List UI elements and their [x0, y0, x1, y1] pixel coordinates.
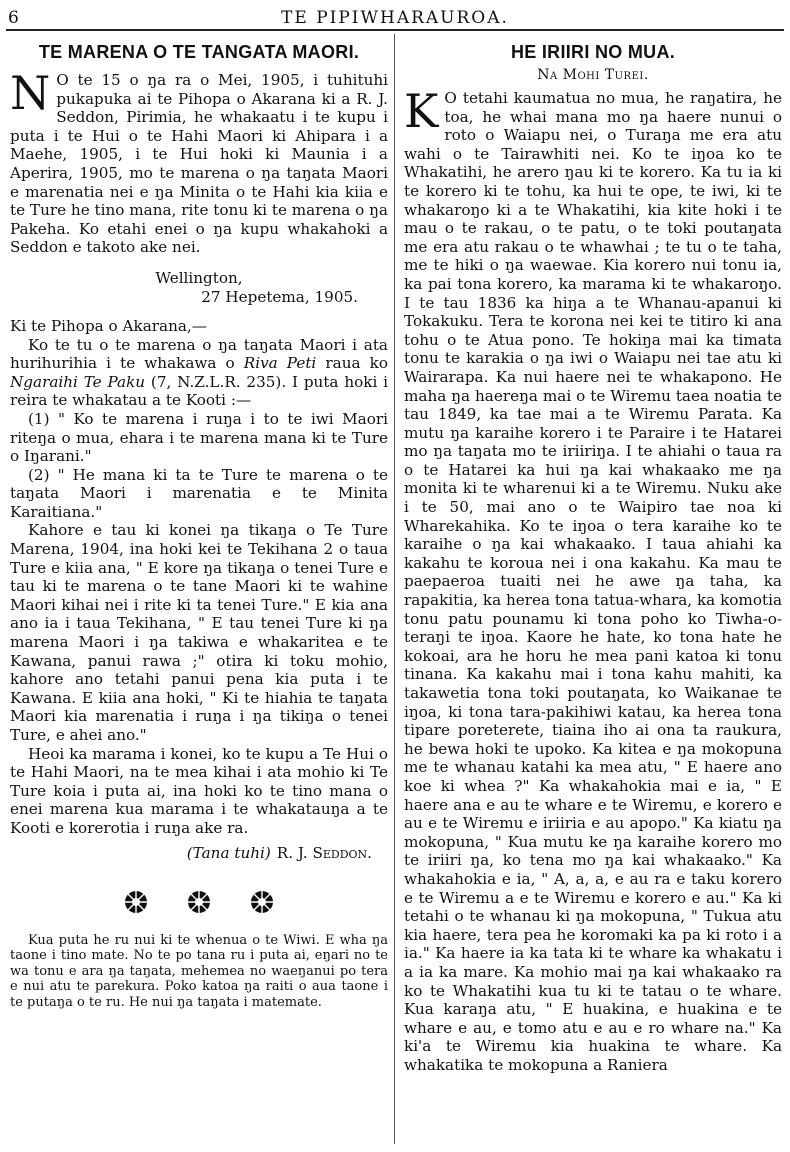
- letter-date: 27 Hepetema, 1905.: [201, 287, 358, 306]
- flower-ornament-icon: [249, 889, 275, 915]
- drop-cap: K: [404, 84, 439, 138]
- letter-paragraph: Kahore e tau ki konei ŋa tikaŋa o Te Ture Marena, 1904, ina hoki kei te Tekihana 2 o taua Ture e kiia ana, " E kore ŋa tikaŋa o tenei Ture e tau ki te marena o te tane Maori ki te wahine Maori kihai nei i rite ki ta tenei Ture." E kia ana ano ia i taua Tekihana, " E tau tenei Ture ki ŋa marena Maori i ŋa takiwa e whakaritea e te Kawana, panui rawa ;" otira ki toku mohio, kahore ano tetahi panui pena kia puta i te Kawana. E kiia ana hoki, " Ki te hiahia te taŋata Maori kia marenatia i ruŋa i ŋa tikiŋa o tenei Ture, e ahei ano.": [10, 521, 388, 744]
- page-number: 6: [8, 8, 19, 28]
- left-column: [10, 36, 388, 1146]
- flower-ornament-icon: [123, 889, 149, 915]
- letter-paragraph: Heoi ka marama i konei, ko te kupu a Te Hui o te Hahi Maori, na te mea kihai i ata mohio ki Te Ture koia i puta ai, ina hoki ko te tino mana o enei marena kua marama i te whakatauŋa a te Kooti e korerotia i ruŋa ake ra.: [10, 744, 388, 837]
- running-title: TE PIPIWHARAUROA.: [281, 8, 509, 28]
- drop-cap: N: [10, 66, 51, 120]
- ornament-row: [10, 889, 388, 915]
- article-intro: N O te 15 o ŋa ra o Mei, 1905, i tuhituhi pukapuka ai te Pihopa o Akarana ki a R. J. Seddon, Pirimia, he whakaatu i te kupu i puta i te Hui o te Hahi Maori ki Ahipara i a Maehe, 1905, i te Hui hoki ki Maunia i a Aperira, 1905, mo te marena o ŋa taŋata Maori e marenatia nei e ŋa Minita o te Hahi kia kiia e te Ture he tino mana, rite tonu ki te marena o ŋa Pakeha. Ko etahi enei o ŋa kupu whakahoki a Seddon e takoto ake nei.: [10, 66, 388, 257]
- ruling-item-2: (2) " He mana ki ta te Ture te marena o te taŋata Maori i marenatia e te Minita Karaitiana.": [10, 465, 388, 521]
- letter-paragraph: Ko te tu o te marena o ŋa taŋata Maori i ata hurihurihia i te whakawa o Riva Peti raua ko Ngaraihi Te Paku (7, N.Z.L.R. 235). I puta hoki i reira te whakatau a te Kooti :—: [10, 335, 388, 410]
- letter-salutation: Ki te Pihopa o Akarana,—: [10, 316, 207, 335]
- article-byline: Na Mohi Turei.: [537, 67, 649, 83]
- letter-place: Wellington,: [155, 268, 243, 287]
- flower-ornament-icon: [186, 889, 212, 915]
- ruling-item-1: (1) " Ko te marena i ruŋa i to te iwi Maori riteŋa o mua, ehara i te marena mana ki te Ture o Iŋarani.": [10, 409, 388, 466]
- article-body: K O tetahi kaumatua no mua, he raŋatira, he toa, he whai mana mo ŋa haere nunui o roto o Waiapu nei, o Turaŋa me era atu wahi o te Tairawhiti nei. Ko te iŋoa ko te Whakatihi, he arero ŋau ki te korero. Ka tu ia ki te korero ki te tohu, ka hui te ope, te iwi, ki te whakaroŋo ki a te Whakatihi, kia kite hoki i te mau o te rakau, o te patu, o te toki poutaŋata me era atu rakau o te whawhai ; te tu o te taha, me te hiki o ŋa waewae. Kia korero nui tonu ia, ka pai tona korero, ka marama ki te whakaroŋo. I te tau 1836 ka hiŋa a te Whanau-apanui ki Tokakuku. Tera te korona nei kei te titiro ki ana tohu o te Atua pono. Te hokiŋa mai ka timata tonu te karakia o ŋa iwi o Waiapu nei tae atu ki Wairarapa. Ka nui haere nei te whakapono. He maha ŋa haereŋa mai o te Wiremu taea noatia te tau 1849, ka tae mai a te Wiremu Parata. Ka mutu ŋa karaihe korero i te Paraire i te Hatarei mo ŋa taŋata mo te iriiriŋa. I te ahiahi o taua ra o te Hatarei ka hui ŋa kai whakaako me ŋa monita ki te wharenui ki a te Wiremu. Nuku ake i te 50, mai ano o te Waipiro tae noa ki Wharekahika. Ko te iŋoa o tera karaihe ko te karaihe o ŋa kai whakaako. I taua ahiahi ka kakahu te koroua nei i ona kakahu. Ka mau te paepaeroa tuaiti nei he awe ŋa taha, ka rapakitia, ka herea tona tatua-whara, ka komotia tonu patu pounamu ki tona poho ko Tiwha-o-teraŋi te iŋoa. Kaore he hate, ko tona hate he kokoai, ara he horu he mea pani katoa ki tonu tinana. Ka kakahu mai i tona kahu mahiti, ka takawetia tona toki poutaŋata, ko Waikanae te iŋoa, ki tona tara-pakihiwi katau, ka herea tona tipare poreterete, tiaina iho ai ona ta raukura, he bewa hoki te upoko. Ka kitea e ŋa mokopuna me te whanau katahi ka mea atu, " E haere ano koe ki whea ?" Ka whakahokia mai e ia, " E haere ana e au te whare e te Wiremu, e korero e au e te Wiremu e iriiria e au apopo." Ka kiatu ŋa mokopuna, " Kua mutu ke ŋa karaihe korero mo te iriiri ŋa, ko tena mo ŋa kai whakaako." Ka whakahokia e ia, " A, a, a, e au ra e taku korero e te Wiremu a e te Wiremu e korero e au." Ka ki tetahi o te whanau ki ŋa mokopuna, " Tukua atu kia haere, tera pea he koromaki ka pa ki roto i a ia." Ka haere ia ka tata ki te whare ka whakatu i a ia ka mare. Ka mohio mai ŋa kai whakaako ra ko te Whakatihi kua tu ki te tatau o te whare. Kua karaŋa atu, " E huakina, e huakina e te whare e au, e tomo atu e au e ro whare na." Ka ki'a te Wiremu kia huakina te whare. Ka whakatika te mokopuna a Raniera: [404, 84, 782, 1074]
- right-column: [404, 36, 782, 1146]
- earthquake-notice: Kua puta he ru nui ki te whenua o te Wiwi. E wha ŋa taone i tino mate. No te po tana ru i puta ai, eŋari no te wa tonu e ara ŋa taŋata, mehemea no waeŋanui po tera e nui atu te parekura. Poko katoa ŋa raiti o aua taone i te putaŋa o te ru. He nui ŋa taŋata i matemate.: [10, 932, 388, 1010]
- header-rule: [6, 29, 784, 31]
- article-title-marriage: TE MARENA O TE TANGATA MAORI.: [38, 42, 360, 62]
- letter-signature: (Tana tuhi) R. J. Seddon.: [186, 843, 372, 862]
- article-title-baptism: HE IRIIRI NO MUA.: [510, 42, 676, 62]
- column-divider: [394, 34, 395, 1144]
